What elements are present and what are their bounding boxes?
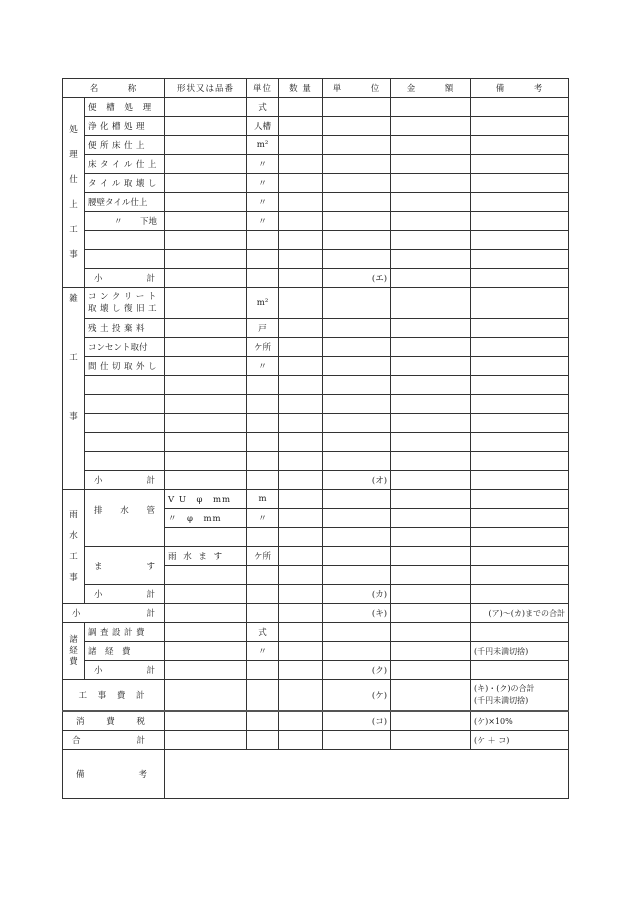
construction-cost-row: [63, 680, 569, 712]
item-unit: 式: [247, 98, 279, 117]
item-remarks: (千円未満切捨): [471, 642, 569, 661]
item-unit: ケ所: [247, 338, 279, 357]
tax-mark: (コ): [323, 711, 391, 731]
item-name-masu: ま す: [85, 547, 165, 585]
total-row: [63, 604, 569, 623]
item-unit: 戸: [247, 319, 279, 338]
item-name: 便所床仕上: [85, 136, 165, 155]
group-label-misc: 雑 工 事: [63, 288, 85, 490]
item-shape: 〃 φ mm: [165, 509, 247, 528]
item-name: 諸 経 費: [85, 642, 165, 661]
header-row: [63, 79, 569, 98]
notes-field[interactable]: [165, 750, 569, 799]
table-row: [63, 288, 569, 319]
table-row: [63, 319, 569, 338]
header-unit-price: 単 位: [323, 79, 391, 98]
table-row: [63, 212, 569, 231]
grand-total-row: [63, 731, 569, 750]
header-amount: 金 額: [391, 79, 471, 98]
item-unit: m²: [247, 136, 279, 155]
item-unit: m²: [247, 288, 279, 319]
item-name: 残土投棄料: [85, 319, 165, 338]
table-row: [63, 642, 569, 661]
subtotal-mark: (ク): [323, 661, 391, 680]
subtotal-mark: (カ): [323, 585, 391, 604]
table-row: [63, 414, 569, 433]
item-shape: V U φ mm: [165, 490, 247, 509]
header-name: 名 称: [63, 79, 165, 98]
item-name-drain-pipe: 排 水 管: [85, 490, 165, 547]
table-row: [63, 623, 569, 642]
group-label-rainwater: 雨 水 工 事: [63, 490, 85, 604]
item-unit: 〃: [247, 212, 279, 231]
header-shape: 形状又は品番: [165, 79, 247, 98]
header-remarks: 備 考: [471, 79, 569, 98]
item-unit: 〃: [247, 174, 279, 193]
item-name: タイル取壊し: [85, 174, 165, 193]
item-unit: 〃: [247, 509, 279, 528]
tax-row: [63, 711, 569, 731]
table-row: [63, 117, 569, 136]
table-row: [63, 231, 569, 250]
construction-cost-mark: (ケ): [323, 680, 391, 712]
subtotal-label: 小 計: [85, 661, 165, 680]
item-unit: 〃: [247, 155, 279, 174]
grand-total-remarks: (ケ ＋ コ): [471, 731, 569, 750]
item-name: 浄化槽処理: [85, 117, 165, 136]
table-row: [63, 376, 569, 395]
item-unit: 〃: [247, 193, 279, 212]
table-row: [63, 136, 569, 155]
table-row: [63, 433, 569, 452]
group-label-finishing: 処 理 仕 上 工 事: [63, 98, 85, 288]
table-row: [63, 98, 569, 117]
total-label: 小 計: [63, 604, 165, 623]
item-name: 調査設計費: [85, 623, 165, 642]
table-row: [63, 395, 569, 414]
subtotal-row: [63, 471, 569, 490]
item-name: コンクリート 取壊し復旧工: [85, 288, 165, 319]
table-row: [63, 452, 569, 471]
item-name: コンセント取付: [85, 338, 165, 357]
subtotal-mark: (エ): [323, 269, 391, 288]
item-unit: 式: [247, 623, 279, 642]
table-row: [63, 338, 569, 357]
item-name: 〃 下地: [85, 212, 165, 231]
item-shape: 雨 水 ま す: [165, 547, 247, 566]
group-label-overhead: 諸 経 費: [63, 623, 85, 680]
total-mark: (キ): [323, 604, 391, 623]
construction-cost-label: 工 事 費 計: [63, 680, 165, 712]
header-unit: 単位: [247, 79, 279, 98]
subtotal-label: 小 計: [85, 471, 165, 490]
item-name: 腰壁タイル仕上: [85, 193, 165, 212]
subtotal-row: [63, 661, 569, 680]
subtotal-row: [63, 585, 569, 604]
item-unit: 〃: [247, 357, 279, 376]
total-remarks: (ア)〜(カ)までの合計: [471, 604, 569, 623]
notes-row: [63, 750, 569, 799]
tax-label: 消 費 税: [63, 711, 165, 731]
table-row: [63, 547, 569, 566]
table-row: [63, 250, 569, 269]
header-qty: 数 量: [279, 79, 323, 98]
item-unit: m: [247, 490, 279, 509]
table-row: [63, 357, 569, 376]
subtotal-mark: (オ): [323, 471, 391, 490]
item-name: 便 槽 処 理: [85, 98, 165, 117]
subtotal-label: 小 計: [85, 585, 165, 604]
item-remarks: [471, 623, 569, 642]
estimate-table: [62, 78, 569, 799]
table-row: [63, 155, 569, 174]
item-name: 床タイル仕上: [85, 155, 165, 174]
construction-cost-remarks: (キ)・(ク)の合計 (千円未満切捨): [471, 680, 569, 712]
grand-total-label: 合 計: [63, 731, 165, 750]
subtotal-row: [63, 269, 569, 288]
item-name: 間仕切取外し: [85, 357, 165, 376]
item-unit: ケ所: [247, 547, 279, 566]
table-row: [63, 490, 569, 509]
table-row: [63, 193, 569, 212]
item-unit: 〃: [247, 642, 279, 661]
notes-label: 備 考: [63, 750, 165, 799]
item-unit: 人槽: [247, 117, 279, 136]
subtotal-label: 小 計: [85, 269, 165, 288]
table-row: [63, 174, 569, 193]
tax-remarks: (ケ)×10%: [471, 711, 569, 731]
